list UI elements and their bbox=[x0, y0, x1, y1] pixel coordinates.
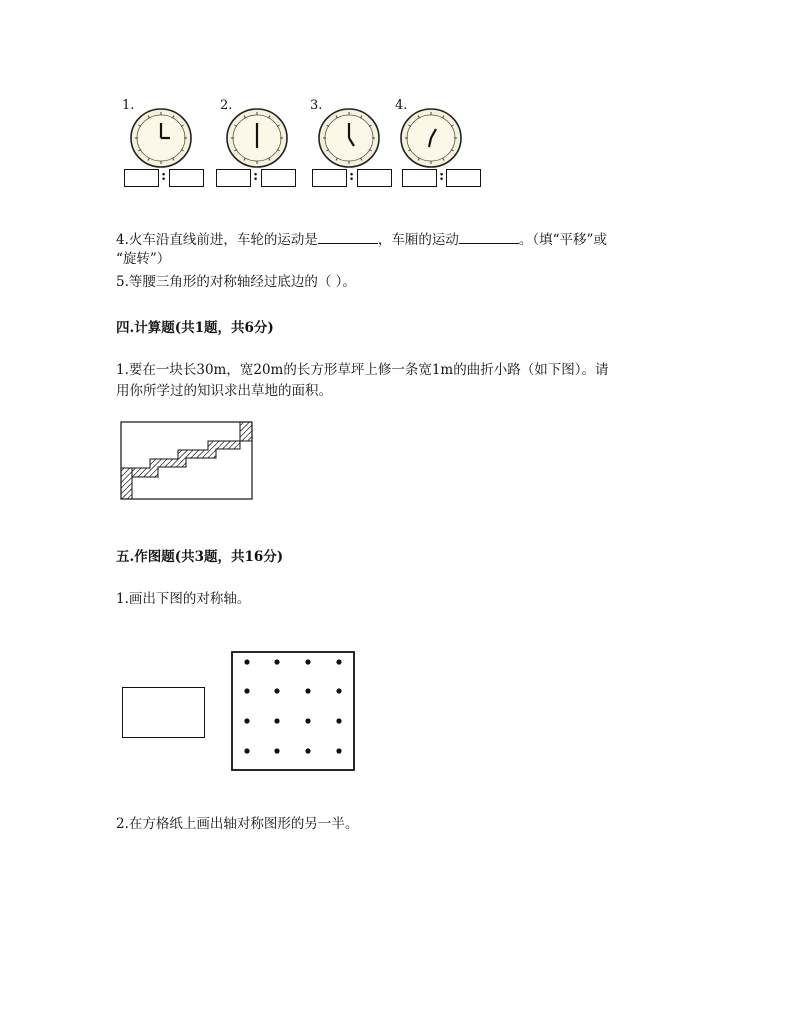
question-4-line2: “旋转”） bbox=[116, 251, 171, 267]
clock-1-colon: : bbox=[161, 168, 167, 184]
grid-dot bbox=[336, 748, 341, 753]
clock-4-face bbox=[400, 108, 462, 168]
question-4 bbox=[116, 229, 607, 250]
clock-2-colon: : bbox=[253, 168, 259, 184]
grid-dot bbox=[274, 659, 279, 664]
section-4-question-1-line2: 用你所学过的知识求出草地的面积。 bbox=[116, 383, 332, 399]
question-4-post: 。（填“平移”或 bbox=[518, 232, 607, 248]
clock-4-hour-box[interactable] bbox=[402, 169, 437, 187]
lawn-path-figure bbox=[120, 421, 254, 501]
grid-dot bbox=[244, 718, 249, 723]
clock-4-minute-box[interactable] bbox=[446, 169, 481, 187]
grid-dot bbox=[305, 659, 310, 664]
grid-dot bbox=[305, 718, 310, 723]
clock-3-face bbox=[318, 108, 380, 168]
question-4-mid: ，车厢的运动 bbox=[377, 232, 459, 248]
grid-dot bbox=[336, 718, 341, 723]
grid-dot bbox=[274, 718, 279, 723]
grid-dot bbox=[274, 688, 279, 693]
section-4-heading: 四.计算题(共1题，共6分) bbox=[116, 320, 274, 336]
clock-2-face bbox=[226, 108, 288, 168]
grid-dot bbox=[244, 688, 249, 693]
grid-dot bbox=[244, 748, 249, 753]
clock-2-hour-box[interactable] bbox=[216, 169, 251, 187]
grid-dot bbox=[305, 688, 310, 693]
grid-dot bbox=[336, 659, 341, 664]
grid-dot bbox=[336, 688, 341, 693]
question-4-pre: 4.火车沿直线前进，车轮的运动是 bbox=[116, 232, 318, 248]
section-5-question-1: 1.画出下图的对称轴。 bbox=[116, 591, 251, 607]
clock-3-minute-box[interactable] bbox=[357, 169, 392, 187]
section-5-heading: 五.作图题(共3题，共16分) bbox=[116, 549, 284, 565]
clock-2-minute-box[interactable] bbox=[261, 169, 296, 187]
answer-blank-carriage[interactable] bbox=[459, 229, 519, 244]
clock-4-colon: : bbox=[439, 168, 445, 184]
clock-1-hour-box[interactable] bbox=[124, 169, 159, 187]
rectangle-figure bbox=[122, 687, 205, 738]
grid-dot bbox=[244, 659, 249, 664]
clock-1-face bbox=[130, 108, 192, 168]
section-5-question-2: 2.在方格纸上画出轴对称图形的另一半。 bbox=[116, 816, 359, 832]
clock-1-minute-box[interactable] bbox=[169, 169, 204, 187]
clock-3-colon: : bbox=[349, 168, 355, 184]
grid-dot bbox=[274, 748, 279, 753]
answer-blank-wheel[interactable] bbox=[318, 229, 378, 244]
grid-dot bbox=[305, 748, 310, 753]
question-5: 5.等腰三角形的对称轴经过底边的（ ）。 bbox=[116, 274, 356, 290]
clock-number-2: 2. bbox=[220, 98, 233, 113]
clock-number-4: 4. bbox=[395, 98, 408, 113]
clock-number-1: 1. bbox=[122, 98, 135, 113]
clock-3-hour-box[interactable] bbox=[312, 169, 347, 187]
dot-grid-square bbox=[231, 651, 355, 771]
section-4-question-1-line1: 1.要在一块长30m，宽20m的长方形草坪上修一条宽1m的曲折小路（如下图）。请 bbox=[116, 362, 609, 378]
clock-number-3: 3. bbox=[310, 98, 323, 113]
